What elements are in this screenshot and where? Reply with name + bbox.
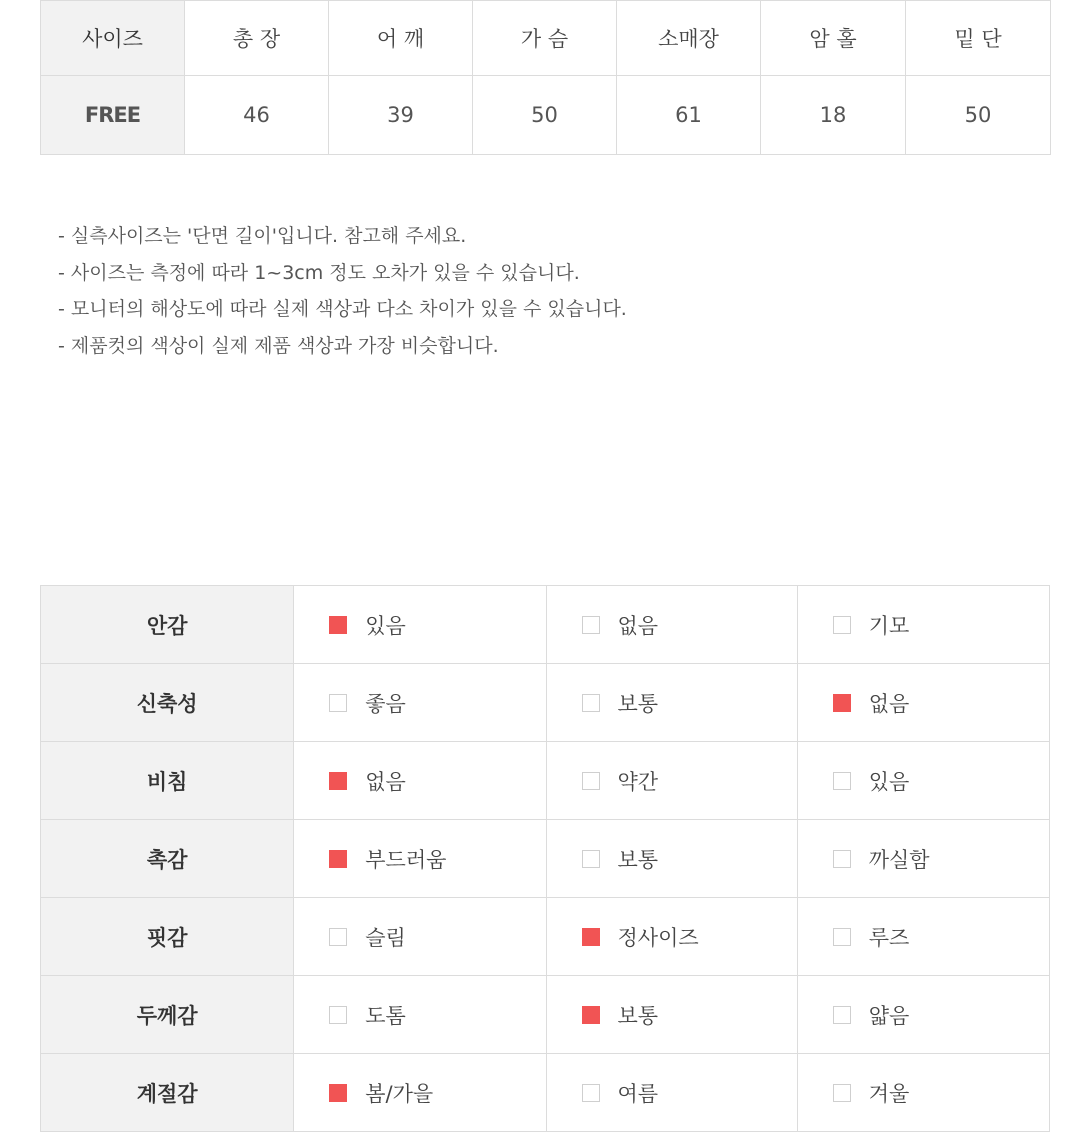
property-option-cell xyxy=(546,1054,797,1132)
property-option-label: 슬림 xyxy=(365,925,406,950)
note-line: - 제품컷의 색상이 실제 제품 색상과 가장 비슷합니다. xyxy=(58,334,499,357)
size-table xyxy=(40,0,1051,155)
property-option xyxy=(548,922,796,952)
property-option-cell xyxy=(294,820,546,898)
unchecked-box-icon xyxy=(833,772,851,790)
property-option xyxy=(799,844,1048,874)
property-row xyxy=(41,898,1050,976)
property-option-cell xyxy=(546,976,797,1054)
unchecked-box-icon xyxy=(833,1006,851,1024)
property-option-label: 보통 xyxy=(617,847,659,872)
checked-box-icon xyxy=(329,772,347,790)
property-option xyxy=(295,610,544,640)
property-label: 신축성 xyxy=(41,664,294,742)
unchecked-box-icon xyxy=(582,850,600,868)
unchecked-box-icon xyxy=(833,1084,851,1102)
property-option xyxy=(799,610,1048,640)
property-option-cell xyxy=(797,586,1049,664)
property-option-cell xyxy=(546,742,797,820)
property-option-cell xyxy=(797,820,1049,898)
size-table-header-row xyxy=(41,1,1051,76)
property-option-cell xyxy=(546,898,797,976)
property-option-cell xyxy=(797,898,1049,976)
property-row xyxy=(41,976,1050,1054)
checked-box-icon xyxy=(329,616,347,634)
property-label: 촉감 xyxy=(41,820,294,898)
note-line: - 모니터의 해상도에 따라 실제 색상과 다소 차이가 있을 수 있습니다. xyxy=(58,298,627,320)
checked-box-icon xyxy=(833,694,851,712)
property-option-label: 루즈 xyxy=(868,925,910,950)
property-option-cell xyxy=(546,820,797,898)
property-option-label: 좋음 xyxy=(365,691,406,716)
property-option-cell xyxy=(294,586,546,664)
unchecked-box-icon xyxy=(582,694,600,712)
property-option-label: 여름 xyxy=(617,1081,659,1106)
property-option xyxy=(799,1078,1048,1108)
checked-box-icon xyxy=(582,1006,600,1024)
property-option-label: 없음 xyxy=(617,613,659,638)
size-header-cell: 밑 단 xyxy=(906,1,1051,76)
property-label: 계절감 xyxy=(41,1054,294,1132)
property-option-cell xyxy=(797,742,1049,820)
size-header-cell: 어 깨 xyxy=(329,1,473,76)
property-option-label: 있음 xyxy=(868,769,910,794)
unchecked-box-icon xyxy=(833,928,851,946)
property-label: 핏감 xyxy=(41,898,294,976)
unchecked-box-icon xyxy=(329,928,347,946)
unchecked-box-icon xyxy=(582,616,600,634)
property-option-cell xyxy=(546,586,797,664)
unchecked-box-icon xyxy=(329,1006,347,1024)
property-option xyxy=(799,1000,1048,1030)
note-line: - 사이즈는 측정에 따라 1~3cm 정도 오차가 있을 수 있습니다. xyxy=(58,261,580,284)
size-value-cell: 18 xyxy=(761,76,906,155)
size-header-cell: 소매장 xyxy=(617,1,761,76)
property-option-cell xyxy=(294,664,546,742)
property-row xyxy=(41,664,1050,742)
property-label: 안감 xyxy=(41,586,294,664)
property-option xyxy=(799,922,1048,952)
property-option-label: 정사이즈 xyxy=(617,925,699,950)
property-option-label: 까실함 xyxy=(868,847,930,872)
property-option-label: 겨울 xyxy=(868,1081,910,1106)
size-header-cell: 총 장 xyxy=(185,1,329,76)
property-row xyxy=(41,1054,1050,1132)
property-option-label: 얇음 xyxy=(868,1003,910,1028)
unchecked-box-icon xyxy=(582,1084,600,1102)
size-header-cell: 가 슴 xyxy=(473,1,617,76)
unchecked-box-icon xyxy=(582,772,600,790)
property-option xyxy=(295,766,544,796)
checked-box-icon xyxy=(329,850,347,868)
property-option-label: 봄/가을 xyxy=(365,1081,434,1106)
checked-box-icon xyxy=(582,928,600,946)
property-option-cell xyxy=(546,664,797,742)
property-row xyxy=(41,820,1050,898)
property-option xyxy=(295,688,544,718)
property-option-cell xyxy=(797,664,1049,742)
property-option xyxy=(548,1000,796,1030)
property-option xyxy=(799,766,1048,796)
property-option xyxy=(548,688,796,718)
property-label: 두께감 xyxy=(41,976,294,1054)
property-row xyxy=(41,586,1050,664)
property-option-label: 부드러움 xyxy=(365,847,447,872)
property-option-label: 약간 xyxy=(617,769,659,794)
size-value-cell: 50 xyxy=(473,76,617,155)
property-option xyxy=(295,844,544,874)
property-option-label: 기모 xyxy=(868,613,910,638)
property-option xyxy=(295,922,544,952)
size-header-cell: 암 홀 xyxy=(761,1,906,76)
property-option-cell xyxy=(797,976,1049,1054)
property-option-label: 없음 xyxy=(365,769,406,794)
property-option xyxy=(548,610,796,640)
size-table-row xyxy=(41,76,1051,155)
property-option-cell xyxy=(797,1054,1049,1132)
property-option xyxy=(548,766,796,796)
property-option xyxy=(548,1078,796,1108)
property-label: 비침 xyxy=(41,742,294,820)
property-option xyxy=(295,1078,544,1108)
size-notes xyxy=(58,218,1058,364)
property-option xyxy=(295,1000,544,1030)
size-value-cell: 46 xyxy=(185,76,329,155)
property-row xyxy=(41,742,1050,820)
property-option-label: 보통 xyxy=(617,1003,659,1028)
property-option-cell xyxy=(294,1054,546,1132)
property-option-label: 없음 xyxy=(868,691,910,716)
property-option-cell xyxy=(294,976,546,1054)
unchecked-box-icon xyxy=(329,694,347,712)
property-option-cell xyxy=(294,898,546,976)
property-option-label: 도톰 xyxy=(365,1003,406,1028)
size-header-cell: 사이즈 xyxy=(41,1,185,76)
note-line: - 실측사이즈는 '단면 길이'입니다. 참고해 주세요. xyxy=(58,225,467,247)
property-option-label: 보통 xyxy=(617,691,659,716)
checked-box-icon xyxy=(329,1084,347,1102)
size-name-cell: FREE xyxy=(41,76,185,155)
size-value-cell: 50 xyxy=(906,76,1051,155)
size-value-cell: 61 xyxy=(617,76,761,155)
unchecked-box-icon xyxy=(833,616,851,634)
property-option-label: 있음 xyxy=(365,613,406,638)
product-properties-table xyxy=(40,585,1050,1132)
property-option xyxy=(548,844,796,874)
size-value-cell: 39 xyxy=(329,76,473,155)
property-option-cell xyxy=(294,742,546,820)
unchecked-box-icon xyxy=(833,850,851,868)
property-option xyxy=(799,688,1048,718)
